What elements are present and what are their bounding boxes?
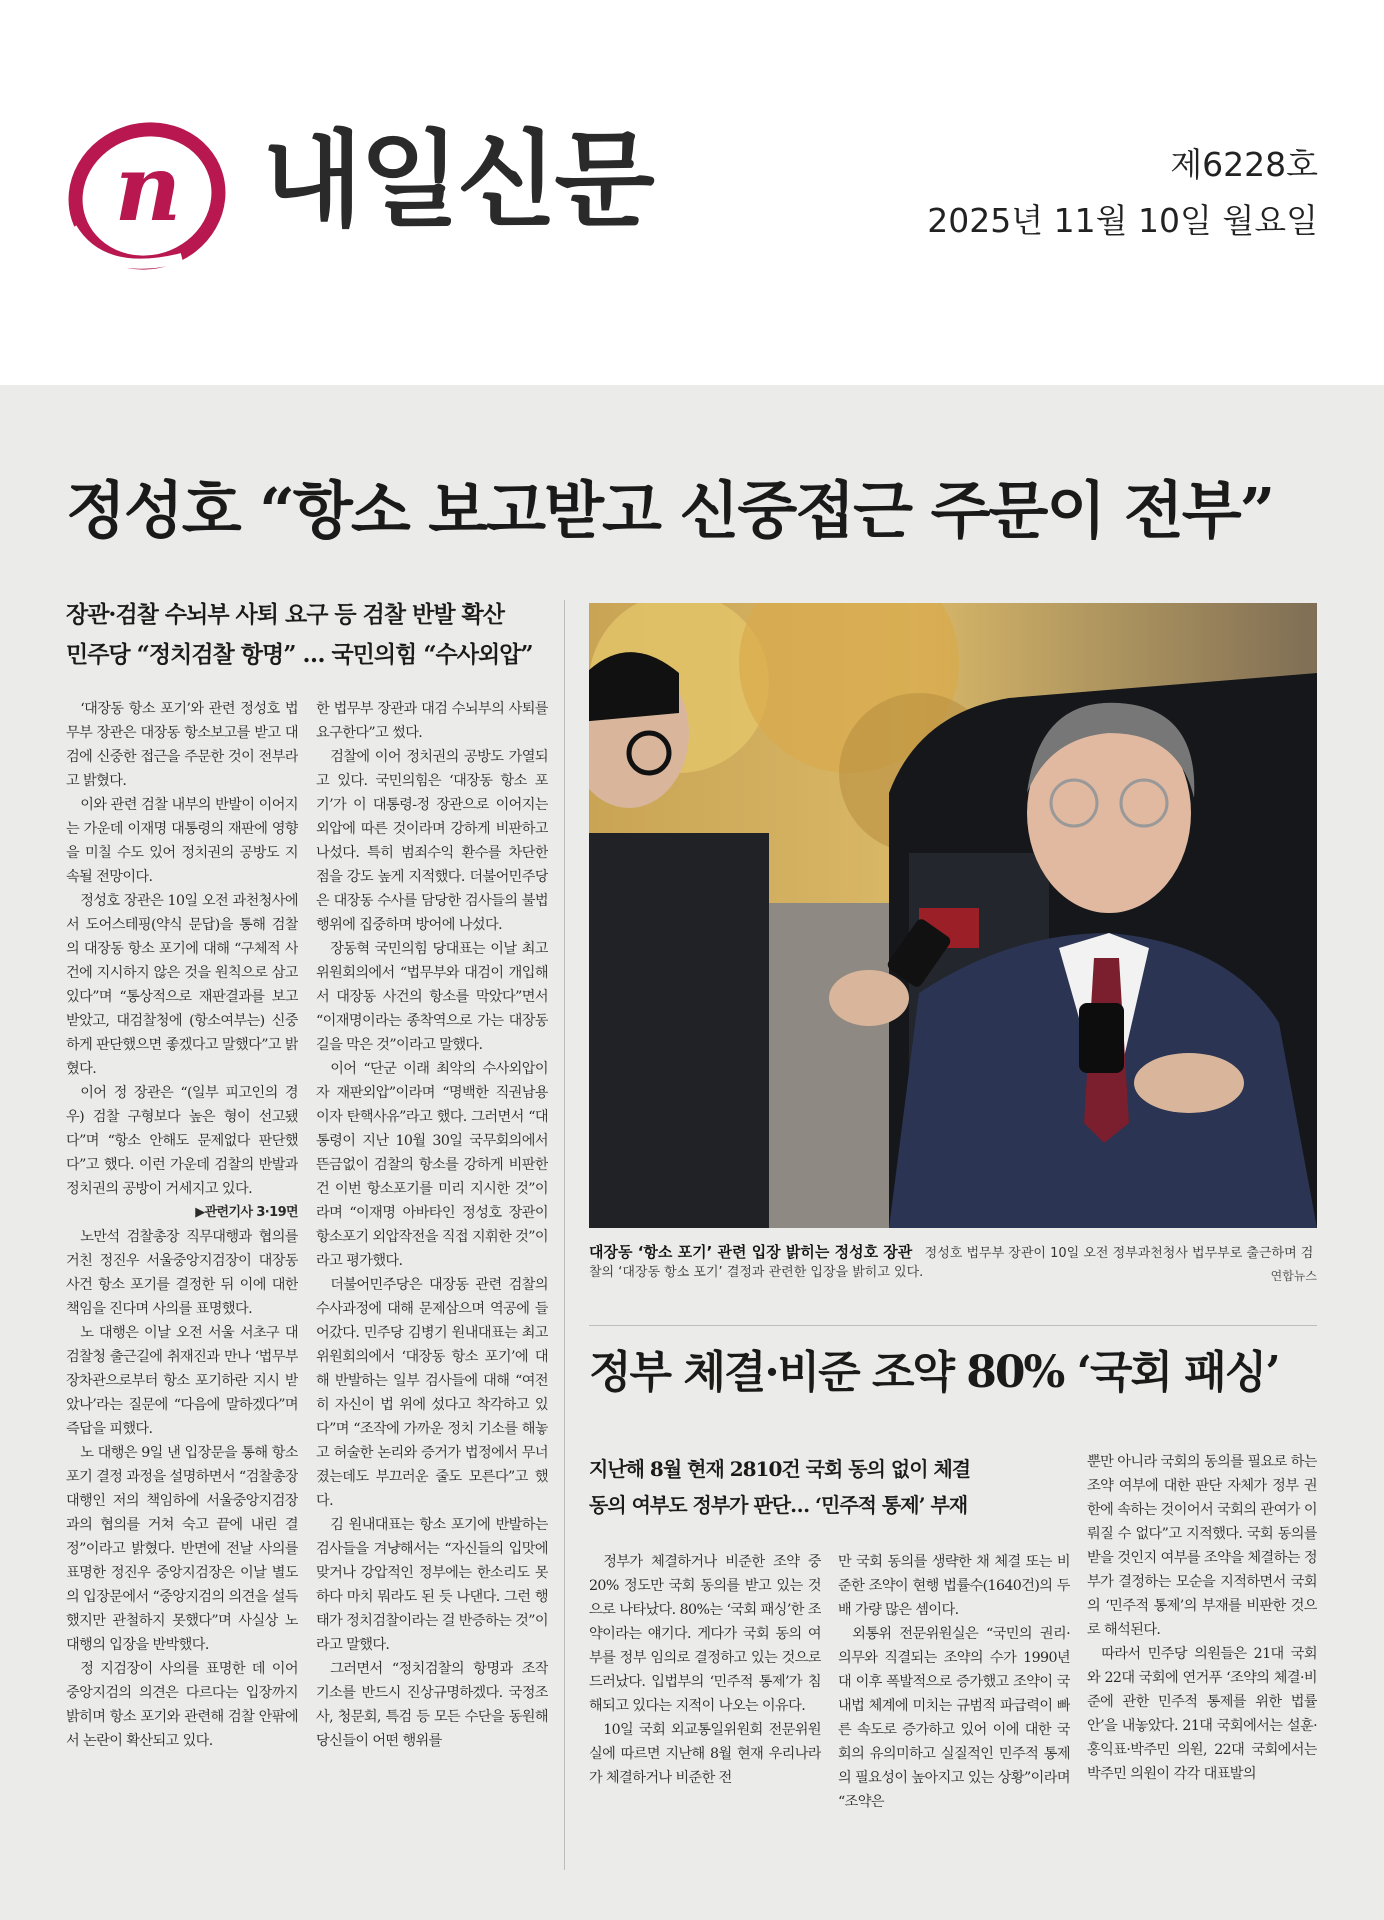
section-divider	[589, 1325, 1317, 1326]
masthead	[0, 0, 1384, 385]
second-article-column-3	[1087, 1450, 1317, 1860]
main-subheadline-2: 민주당 “정치검찰 항명” … 국민의힘 “수사외압”	[66, 641, 533, 668]
newspaper-name: 내일신문	[262, 119, 652, 241]
paragraph: 검찰에 이어 정치권의 공방도 가열되고 있다. 국민의힘은 ‘대장동 항소 포기’가 이 대통령-정 장관으로 이어지는 외압에 따른 것이라며 강하게 비판하고 나섰다. 특히 범죄수익 환수를 차단한 점을 강도 높게 지적했다. 더불어민주당은 대장동 수사를 담당한 검사들의 불법행위에 집중하며 방어에 나섰다.	[316, 749, 548, 933]
paragraph: 이어 “단군 이래 최악의 수사외압이자 재판외압”이라며 “명백한 직권남용이자 탄핵사유”라고 했다. 그러면서 “대통령이 지난 10월 30일 국무회의에서 뜬금없이 검찰의 항소를 강하게 비판한 건 이번 항소포기를 미리 지시한 것”이라며 “이재명 아바타인 정성호 장관이 항소포기 외압작전을 직접 지휘한 것”이라고 평가했다.	[316, 1061, 548, 1269]
second-subheadline-2: 동의 여부도 정부가 판단… ‘민주적 통제’ 부재	[589, 1493, 968, 1517]
paragraph: 김 원내대표는 항소 포기에 반발하는 검사들을 겨냥해서는 “자신들의 입맛에 맞거나 강압적인 정부에는 한소리도 못하다 마치 뭐라도 된 듯 나댄다. 그런 행태가 정치검찰이라는 걸 반증하는 것”이라고 말했다.	[316, 1517, 548, 1653]
paragraph: 정부가 체결하거나 비준한 조약 중 20% 정도만 국회 동의를 받고 있는 것으로 나타났다. 80%는 ‘국회 패싱’한 조약이라는 얘기다. 게다가 국회 동의 여부를 정부 임의로 결정하고 있는 것으로 드러났다. 입법부의 ‘민주적 통제’가 침해되고 있다는 지적이 나오는 이유다.	[589, 1554, 821, 1714]
column-divider	[564, 600, 565, 1870]
related-articles-link[interactable]: ▶관련기사 3·19면	[195, 1205, 298, 1220]
issue-number: 제6228호	[1170, 145, 1318, 184]
paragraph: 정 지검장이 사의를 표명한 데 이어 중앙지검의 의견은 다르다는 입장까지 밝히며 항소 포기와 관련해 검찰 안팎에서 논란이 확산되고 있다.	[66, 1661, 298, 1749]
paragraph: 더불어민주당은 대장동 관련 검찰의 수사과정에 대해 문제삼으며 역공에 들어갔다. 민주당 김병기 원내대표는 최고위원회의에서 ‘대장동 항소 포기’에 대해 반발하는 일부 검사들에 대해 “여전히 자신이 법 위에 섰다고 착각하고 있다”며 “조작에 가까운 정치 기소를 해놓고 허술한 논리와 증거가 법정에서 무너졌는데도 부끄러운 줄도 모른다”고 했다.	[316, 1277, 548, 1509]
paragraph: 정성호 장관은 10일 오전 과천청사에서 도어스테핑(약식 문답)을 통해 검찰의 대장동 항소 포기에 대해 “구체적 사건에 지시하지 않은 것을 원칙으로 삼고 있다”며 “통상적으로 재판결과를 보고 받았고, 대검찰청에 (항소여부는) 신중하게 판단했으면 좋겠다고 말했다”고 밝혔다.	[66, 893, 298, 1077]
paragraph: 이와 관련 검찰 내부의 반발이 이어지는 가운데 이재명 대통령의 재판에 영향을 미칠 수도 있어 정치권의 공방도 지속될 전망이다.	[66, 797, 298, 885]
paragraph: 만 국회 동의를 생략한 채 체결 또는 비준한 조약이 현행 법률수(1640건)의 두 배 가량 많은 셈이다.	[838, 1554, 1070, 1618]
paragraph: 따라서 민주당 의원들은 21대 국회와 22대 국회에 연거푸 ‘조약의 체결·비준에 관한 민주적 통제를 위한 법률안’을 내놓았다. 21대 국회에서는 설훈·홍익표·박주민 의원, 22대 국회에서는 박주민 의원이 각각 대표발의	[1087, 1646, 1317, 1782]
main-subheadline-1: 장관·검찰 수뇌부 사퇴 요구 등 검찰 반발 확산	[66, 601, 504, 628]
main-article-column-2	[316, 697, 548, 1859]
news-photo	[589, 603, 1317, 1228]
paragraph: 그러면서 “정치검찰의 항명과 조작 기소를 반드시 진상규명하겠다. 국정조사, 청문회, 특검 등 모든 수단을 동원해 당신들이 어떤 행위를	[316, 1661, 548, 1749]
paragraph: ‘대장동 항소 포기’와 관련 정성호 법무부 장관은 대장동 항소보고를 받고 대검에 신중한 접근을 주문한 것이 전부라고 밝혔다.	[66, 701, 298, 789]
newspaper-logo-icon	[62, 108, 232, 278]
second-article-column-1	[589, 1550, 821, 1860]
logo-letter: n	[114, 134, 182, 242]
second-subheadline-1: 지난해 8월 현재 2810건 국회 동의 없이 체결	[589, 1457, 971, 1481]
paragraph: 한 법무부 장관과 대검 수뇌부의 사퇴를 요구한다”고 썼다.	[316, 701, 548, 741]
paragraph: 노 대행은 이날 오전 서울 서초구 대검찰청 출근길에 취재진과 만나 ‘법무부 장차관으로부터 항소 포기하란 지시 받았나’라는 질문에 “다음에 말하겠다”며 즉답을 피했다.	[66, 1325, 298, 1437]
front-page	[0, 385, 1384, 1920]
second-subheadlines	[589, 1451, 1059, 1523]
second-headline: 정부 체결·비준 조약 80% ‘국회 패싱’	[589, 1347, 1279, 1398]
photo-caption-text: 정성호 법무부 장관이 10일 오전 정부과천청사 법무부로 출근하며 검찰의 ‘대장동 항소 포기’ 결정과 관련한 입장을 밝히고 있다.	[589, 1246, 1314, 1280]
photo-caption	[589, 1243, 1317, 1293]
main-headline: 정성호 “항소 보고받고 신중접근 주문이 전부”	[66, 474, 1274, 547]
paragraph: 노만석 검찰총장 직무대행과 협의를 거친 정진우 서울중앙지검장이 대장동 사건 항소 포기를 결정한 뒤 이에 대한 책임을 진다며 사의를 표명했다.	[66, 1229, 298, 1317]
issue-date: 2025년 11월 10일 월요일	[927, 201, 1318, 240]
main-subheadlines	[66, 595, 556, 675]
photo-source: 연합뉴스	[1270, 1269, 1317, 1283]
paragraph: 외통위 전문위원실은 “국민의 권리·의무와 직결되는 조약의 수가 1990년대 이후 폭발적으로 증가했고 조약이 국내법 체계에 미치는 규범적 파급력이 빠른 속도로 증가하고 있어 이에 대한 국회의 유의미하고 실질적인 민주적 통제의 필요성이 높아지고 있는 상황”이라며 “조약은	[838, 1626, 1070, 1810]
paragraph: 뿐만 아니라 국회의 동의를 필요로 하는 조약 여부에 대한 판단 자체가 정부 권한에 속하는 것이어서 국회의 관여가 이뤄질 수 없다”고 지적했다. 국회 동의를 받을 것인지 여부를 조약을 체결하는 정부가 결정하는 모순을 지적하면서 국회의 ‘민주적 통제’의 부재를 비판한 것으로 해석된다.	[1087, 1454, 1317, 1638]
paragraph: 장동혁 국민의힘 당대표는 이날 최고위원회의에서 “법무부와 대검이 개입해서 대장동 사건의 항소를 막았다”면서 “이재명이라는 종착역으로 가는 대장동 길을 막은 것”이라고 말했다.	[316, 941, 548, 1053]
second-article-column-2	[838, 1550, 1070, 1860]
main-article-column-1	[66, 697, 298, 1859]
paragraph: 노 대행은 9일 낸 입장문을 통해 항소 포기 결정 과정을 설명하면서 “검찰총장 대행인 저의 책임하에 서울중앙지검장과의 협의를 거쳐 숙고 끝에 내린 결정”이라고 밝혔다. 반면에 전날 사의를 표명한 정진우 중앙지검장은 이날 별도의 입장문에서 “중앙지검의 의견을 설득했지만 관철하지 못했다”며 사실상 노 대행의 입장을 반박했다.	[66, 1445, 298, 1653]
photo-caption-title: 대장동 ‘항소 포기’ 관련 입장 밝히는 정성호 장관	[589, 1243, 913, 1261]
paragraph: 이어 정 장관은 “(일부 피고인의 경우) 검찰 구형보다 높은 형이 선고됐다”며 “항소 안해도 문제없다 판단했다”고 했다. 이런 가운데 검찰의 반발과 정치권의 공방이 거세지고 있다.	[66, 1085, 298, 1197]
paragraph: 10일 국회 외교통일위원회 전문위원실에 따르면 지난해 8월 현재 우리나라가 체결하거나 비준한 전	[589, 1722, 821, 1786]
